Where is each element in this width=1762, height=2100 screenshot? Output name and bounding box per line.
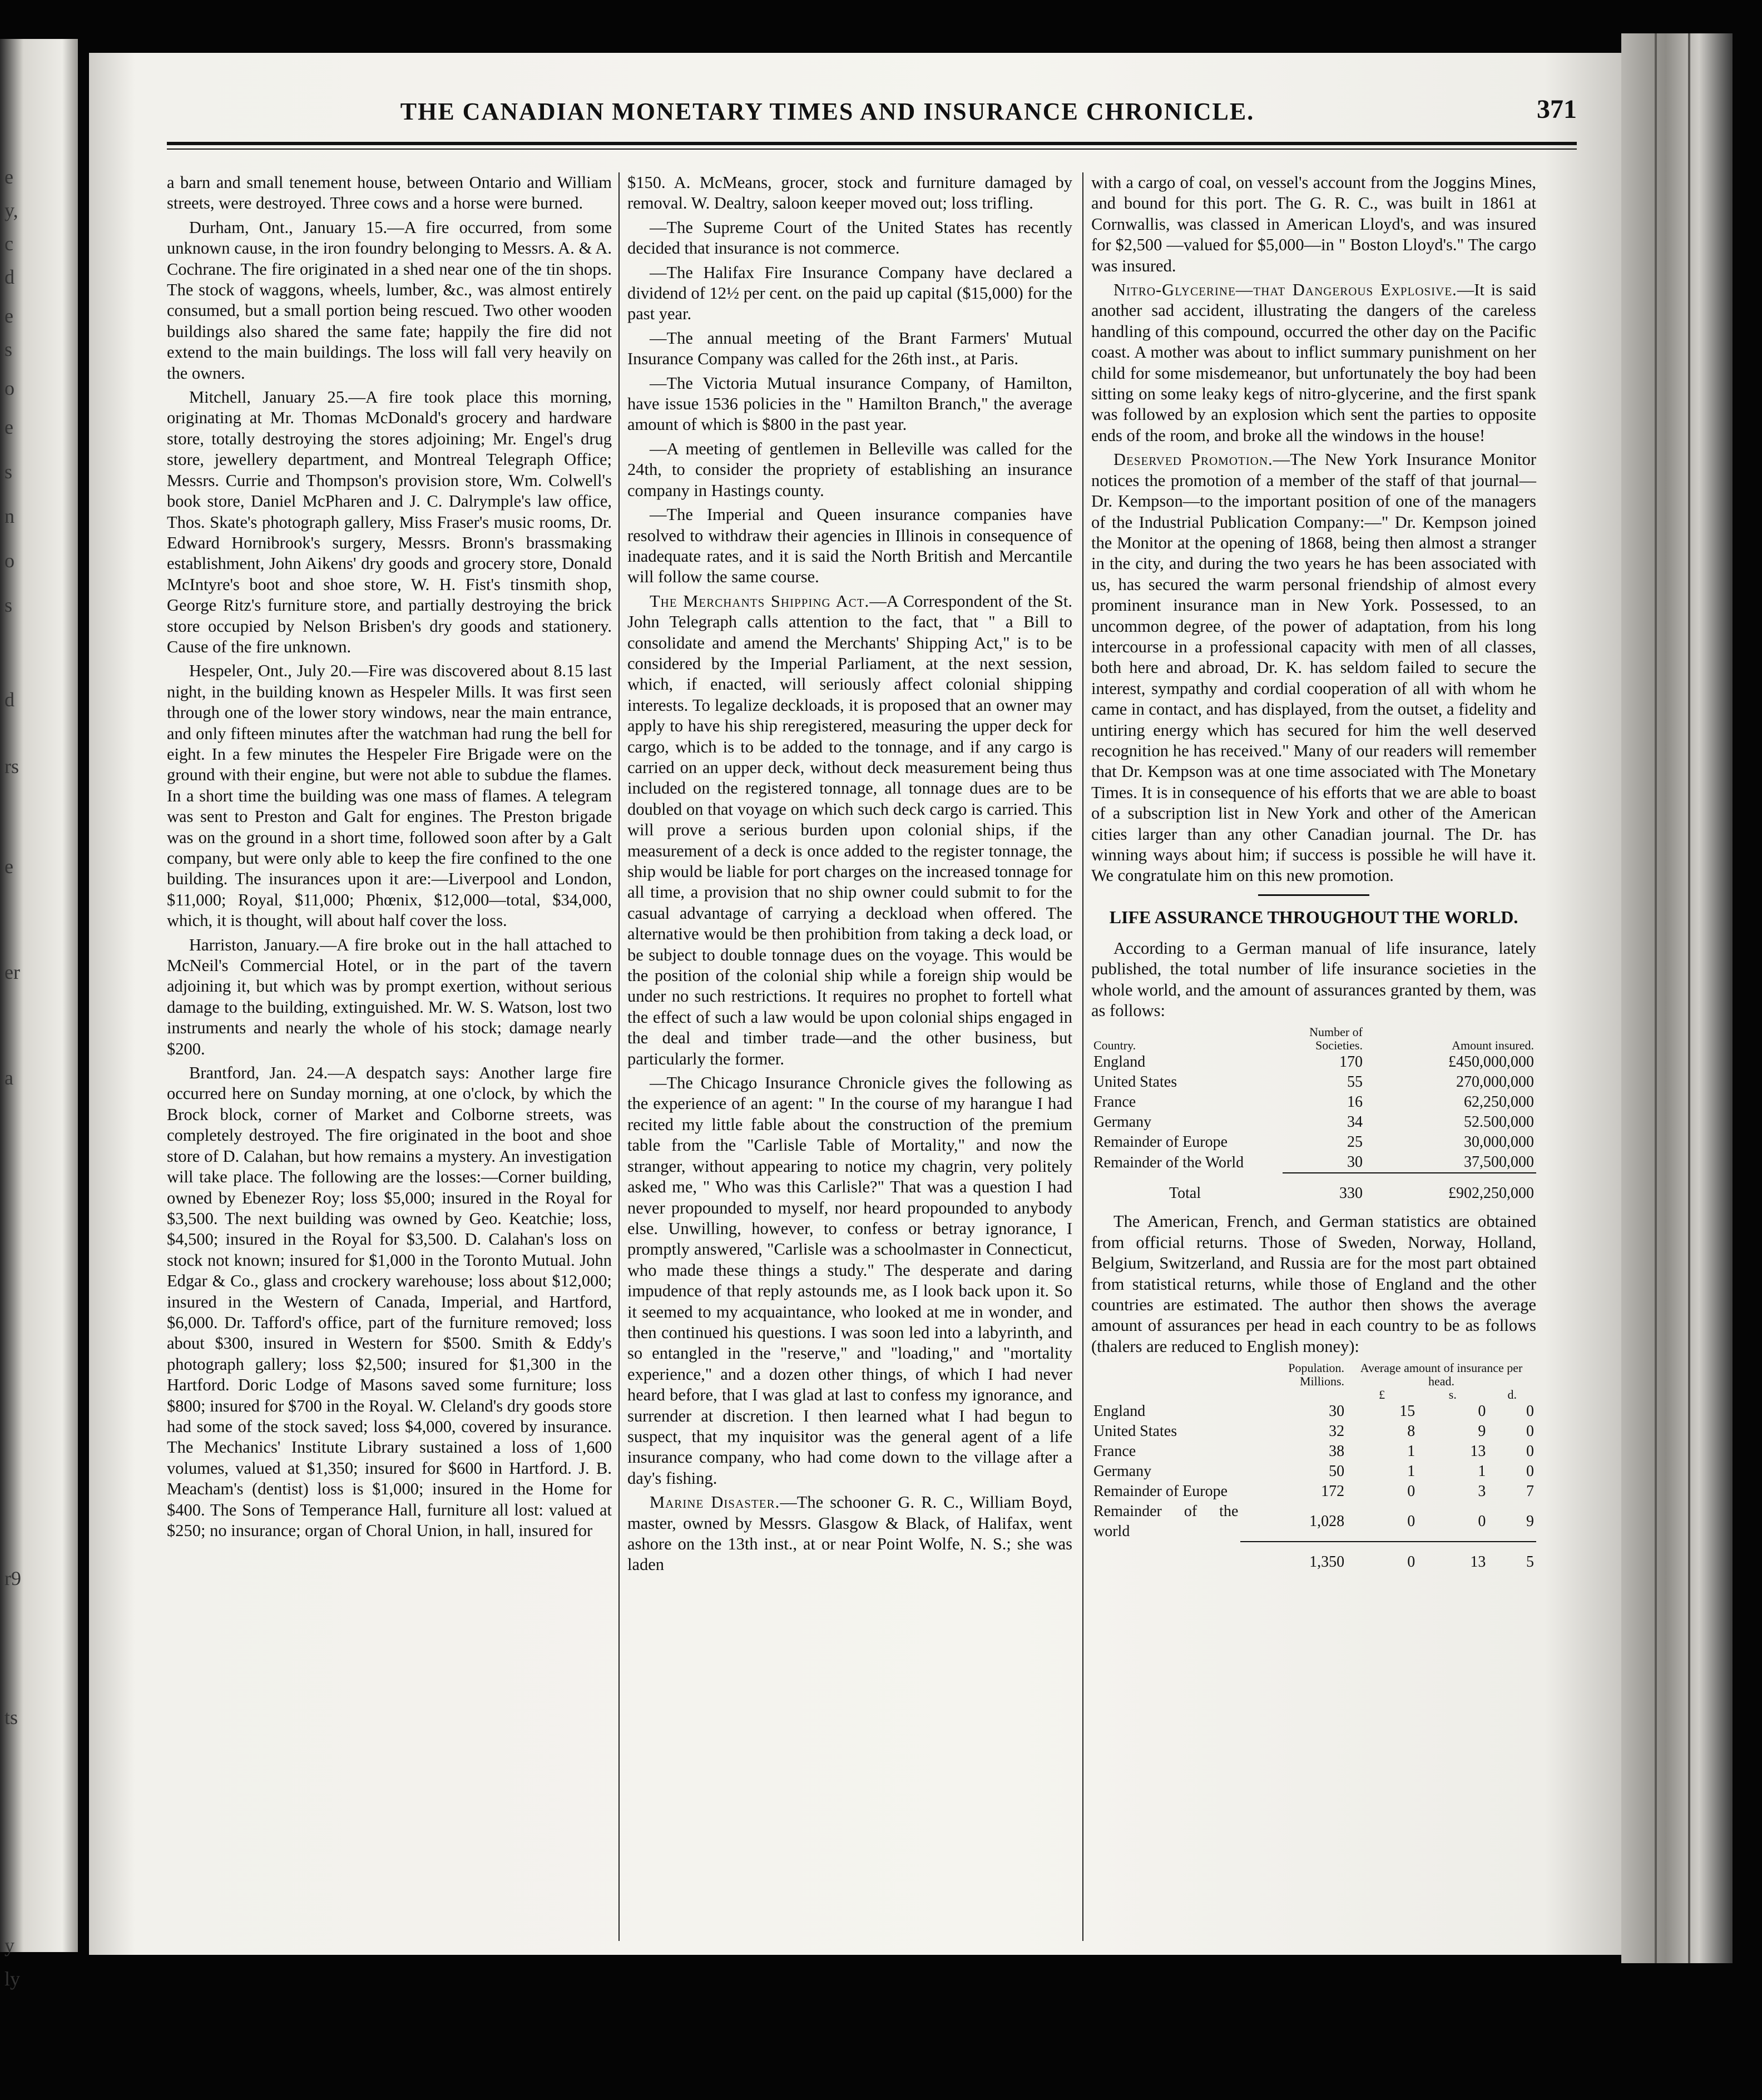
table-cell: 0 <box>1526 1443 1534 1460</box>
table-cell: England <box>1093 1053 1146 1071</box>
article-paragraph: —The annual meeting of the Brant Farmers' Mutual Insurance Company was called for the 26th inst., at Paris. <box>627 328 1072 369</box>
table-cell: 37,500,000 <box>1464 1153 1534 1171</box>
table-header: £ <box>1379 1388 1385 1402</box>
page-header <box>167 97 1577 142</box>
fragment-text: s <box>4 460 13 483</box>
societies-table <box>1091 1026 1536 1203</box>
article-paragraph <box>1091 449 1536 886</box>
table-cell: 330 <box>1283 1173 1365 1203</box>
article-paragraph: Hespeler, Ont., July 20.—Fire was discovered about 8.15 last night, in the building known as Hespeler Mills. It was first seen through one of the lower story windows, near the main entrance, and only fifteen minutes after the watchman had rung the bell for eight. In a few minutes the Hespeler Fire Brigade were on the ground with their engine, but were not able to subdue the flames. In a short time the building was one mass of flames. A telegram was sent to Preston and Galt for engines. The Preston brigade was on the ground in a short time, followed soon after by a Galt company, but were only able to keep the fire confined to the one building. The insurances upon it are:—Liverpool and London, $11,000; Royal, $11,000; Phœnix, $12,000—total, $34,000, which, it is thought, will about half cover the loss. <box>167 661 612 930</box>
table-cell: 5 <box>1488 1542 1536 1572</box>
table-row <box>1091 1072 1536 1092</box>
table-cell: 0 <box>1526 1463 1534 1480</box>
article-paragraph: —The Imperial and Queen insurance companies have resolved to withdraw their agencies in Illinois in consequence of inadequate rates, and it is said the North British and Mercantile will follow the same course. <box>627 505 1072 587</box>
table-cell: 52.500,000 <box>1464 1113 1534 1131</box>
table-cell: 0 <box>1526 1403 1534 1420</box>
table-row <box>1091 1442 1536 1462</box>
article-body: —A Correspondent of the St. John Telegraph calls attention to the fact, that " a Bill to consolidate and amend the Merchants' Shipping Act," is to be considered by the Imperial Parliament, at the next session, which, if enacted, will seriously affect colonial shipping interests. To legalize deckloads, it is proposed that an owner may apply to have his ship reregistered, measuring the upper deck for cargo, which is to be added to the tonnage, and if any cargo is carried on an upper deck, without deck measurement being thus included on the registered tonnage, all tonnage dues are to be doubled on that voyage on which such deck cargo is carried. This will prove a serious burden upon colonial ships, if the measurement of a deck is once added to the register tonnage, the ship would be liable for port charges on the increased tonnage for all time, a provision that no ship owner could submit to for the casual advantage of carrying a deckload when offered. The alternative would be then prohibition from taking a deck load, or be subject to double tonnage dues on the voyage. This would be the position of the colonial ship while a foreign ship would be under no such restrictions. It requires no prophet to fortell what the effect of such a law would be upon colonial ships engaged in the deal and timber trade—and the other business, but particularly the former. <box>627 591 1072 1068</box>
table-header: Country. <box>1093 1038 1136 1053</box>
fragment-text: d <box>4 689 14 711</box>
table-cell: 3 <box>1478 1483 1486 1500</box>
fragment-text: a <box>4 1067 13 1089</box>
table-cell: 15 <box>1399 1403 1415 1420</box>
table-row <box>1091 1401 1536 1422</box>
table-cell: 1 <box>1407 1443 1415 1460</box>
table-cell <box>1091 1542 1240 1572</box>
fragment-text: d <box>4 266 14 288</box>
article-body: —It is said another sad accident, illustrating the dangers of the careless handling of this compound, occurred the other day on the Pacific coast. A mother was about to inflict summary punishment on her child for some misdemeanor, but unfortunately the boy had been sitting on some leaky kegs of nitro-glycerine, and the first spank was followed by an explosion which sent the parties to opposite ends of the room, and broke all the windows in the house! <box>1091 280 1536 445</box>
column-1 <box>167 172 612 1941</box>
table-cell: £902,250,000 <box>1365 1173 1536 1203</box>
fragment-text: o <box>4 377 14 399</box>
table-row <box>1091 1052 1536 1072</box>
column-3 <box>1091 172 1536 1941</box>
table-cell: 1,028 <box>1309 1512 1345 1530</box>
article-paragraph <box>627 591 1072 1069</box>
table-cell: France <box>1093 1093 1136 1111</box>
header-rule-thin <box>167 148 1577 150</box>
article-paragraph: —The Halifax Fire Insurance Company have declared a dividend of 12½ per cent. on the paid up capital ($15,000) for the past year. <box>627 262 1072 324</box>
article-body: —The schooner G. R. C., William Boyd, master, owned by Messrs. Glasgow & Black, of Halifax, went ashore on the 13th inst., at or near Point Wolfe, N. S.; she was laden <box>627 1493 1072 1574</box>
column-2 <box>627 172 1072 1941</box>
table-cell: 9 <box>1478 1423 1486 1440</box>
fragment-text: ly <box>4 1968 21 1990</box>
article-paragraph: $150. A. McMeans, grocer, stock and furniture damaged by removal. W. Dealtry, saloon keeper moved out; loss trifling. <box>627 173 1072 213</box>
table-cell: 30 <box>1329 1403 1345 1420</box>
fragment-text: n <box>4 505 14 527</box>
fragment-text: r9 <box>4 1567 21 1589</box>
column-divider <box>618 172 620 1941</box>
table-cell: 38 <box>1329 1443 1345 1460</box>
table-header: Average amount of insurance per head. <box>1360 1361 1523 1389</box>
article-paragraph: with a cargo of coal, on vessel's account from the Joggins Mines, and bound for this port. The G. R. C., was built in 1861 at Cornwallis, was classed in American Lloyd's, and was insured for $2,500 —valued for $5,000—in " Boston Lloyd's." The cargo was insured. <box>1091 173 1536 275</box>
table-cell: 0 <box>1526 1423 1534 1440</box>
per-head-table <box>1091 1361 1536 1572</box>
table-row <box>1091 1462 1536 1482</box>
table-cell: 34 <box>1347 1113 1363 1131</box>
table-cell: 0 <box>1478 1403 1486 1420</box>
fragment-text: e <box>4 416 13 438</box>
fragment-text: e <box>4 855 13 878</box>
adjacent-page-fragment <box>0 39 78 1990</box>
table-cell: England <box>1093 1403 1146 1420</box>
fragment-text: er <box>4 961 20 983</box>
column-divider <box>1082 172 1083 1941</box>
table-row <box>1091 1092 1536 1112</box>
table-cell: 0 <box>1478 1512 1486 1530</box>
page-number: 371 <box>1537 95 1577 124</box>
table-cell: Germany <box>1093 1463 1152 1480</box>
newspaper-page <box>89 53 1621 1955</box>
table-cell: 50 <box>1329 1463 1345 1480</box>
fragment-text: rs <box>4 755 19 777</box>
fragment-text: o <box>4 549 14 572</box>
article-paragraph: Harriston, January.—A fire broke out in the hall attached to McNeil's Commercial Hotel, or in the part of the tavern adjoining it, but which was by prompt exertion, without serious damage to the building, extinguished. Mr. W. S. Watson, lost two instruments and nearly the whole of his stock; damage nearly $200. <box>167 935 612 1058</box>
table-cell: 55 <box>1347 1073 1363 1091</box>
table-header: s. <box>1448 1388 1457 1402</box>
table-cell: 1 <box>1407 1463 1415 1480</box>
article-heading: Deserved Promotion. <box>1113 450 1273 469</box>
table-cell: 0 <box>1407 1512 1415 1530</box>
table-cell: 9 <box>1526 1512 1534 1530</box>
article-paragraph: —The Victoria Mutual insurance Company, of Hamilton, have issue 1536 policies in the " Hamilton Branch," the average amount of which is $800 in the past year. <box>627 373 1072 434</box>
table-row <box>1091 1152 1536 1173</box>
table-row <box>1091 1502 1536 1542</box>
section-divider <box>1258 894 1369 896</box>
table-cell: £450,000,000 <box>1448 1053 1534 1071</box>
table-row <box>1091 1132 1536 1152</box>
table-cell: Germany <box>1093 1113 1152 1131</box>
table-header: Number of Societies. <box>1309 1025 1363 1053</box>
publication-title: THE CANADIAN MONETARY TIMES AND INSURANCE CHRONICLE. <box>400 98 1255 125</box>
table-cell: 25 <box>1347 1133 1363 1151</box>
section-title: LIFE ASSURANCE THROUGHOUT THE WORLD. <box>1109 907 1518 927</box>
table-cell: 13 <box>1417 1542 1488 1572</box>
table-cell: Remainder of Europe <box>1093 1483 1228 1500</box>
header-rule <box>167 142 1577 145</box>
table-cell: 16 <box>1347 1093 1363 1111</box>
table-total-row <box>1091 1542 1536 1572</box>
table-cell: 13 <box>1470 1443 1486 1460</box>
article-body: —The New York Insurance Monitor notices the promotion of a member of the staff of that journal—Dr. Kempson—to the important position of one of the managers of the Industrial Publication Company:—" Dr. Kempson joined the Monitor at the opening of 1868, being then almost a stranger in the city, and during the two years he has been associated with us, has secured the warm personal friendship of almost every prominent insurance man in New York. Possessed, to an uncommon degree, of the power of adaptation, from his long intercourse in a professional capacity with men of all classes, both here and abroad, Dr. K. has seldom failed to secure the interest, sympathy and cordial cooperation of all with whom he came in contact, and has displayed, from the outset, a fidelity and untiring energy which has secured for him the well deserved recognition he has received." Many of our readers will remember that Dr. Kempson was at one time associated with The Monetary Times. It is in consequence of his efforts that we are able to boast of a subscription list in New York and other of the American cities larger than any other Canadian journal. The Dr. has winning ways about him; if success is possible he will have it. We congratulate him on this new promotion. <box>1091 450 1536 885</box>
fragment-text: c <box>4 232 13 255</box>
table-header: Population. Millions. <box>1288 1361 1345 1389</box>
article-paragraph <box>1091 280 1536 446</box>
table-cell: 32 <box>1329 1423 1345 1440</box>
table-cell: Remainder of Europe <box>1093 1133 1228 1151</box>
table-cell: United States <box>1093 1423 1177 1440</box>
table-cell: 7 <box>1526 1483 1534 1500</box>
table-header: d. <box>1507 1388 1517 1402</box>
fragment-text: e <box>4 305 13 327</box>
article-paragraph: —The Chicago Insurance Chronicle gives the following as the experience of an agent: " In the course of my harangue I had recited my little fable about the construction of the premium table from the "Carlisle Table of Mortality," and now the stranger, without appearing to notice my chagrin, very politely asked me, " Who was this Carlisle?" That was a question I had never propounded to myself, nor heard propounded to anybody else. Unwilling, however, to confess or betray ignorance, I promptly answered, "Carlisle was a schoolmaster in Connecticut, who made these things a study." The desperate and daring impudence of that reply astounds me, as I look back upon it. So it seemed to my acquaintance, who looked at me in wonder, and then continued his questions. I was soon led into a labyrinth, and so entangled in the "reserve," and "loading," and "mortality experience," and a dozen other things, of which I had never heard before, that I was glad at last to confess my ignorance, and surrender at discretion. I then learned what I had begun to suspect, that my inquisitor was the general agent of a life insurance company, who had come down to the village after a day's fishing. <box>627 1073 1072 1488</box>
table-cell: Remainder of the world <box>1093 1503 1239 1541</box>
fragment-text: y, <box>4 199 18 221</box>
table-cell: 30,000,000 <box>1464 1133 1534 1151</box>
book-page-edges <box>1621 33 1733 1963</box>
article-paragraph: —The Supreme Court of the United States has recently decided that insurance is not commerce. <box>627 217 1072 258</box>
table-cell: Remainder of the World <box>1093 1153 1244 1171</box>
fragment-text: s <box>4 594 13 616</box>
fragment-text: ts <box>4 1706 18 1728</box>
table-total-row <box>1091 1173 1536 1203</box>
table-row <box>1091 1482 1536 1502</box>
article-paragraph: —A meeting of gentlemen in Belleville was called for the 24th, to consider the propriety of establishing an insurance company in Hastings county. <box>627 439 1072 500</box>
table-header: Amount insured. <box>1452 1038 1534 1053</box>
table-row <box>1091 1112 1536 1132</box>
fragment-text: y <box>4 1934 14 1957</box>
article-paragraph: According to a German manual of life insurance, lately published, the total number of life insurance societies in the whole world, and the amount of assurances granted by them, was as follows: <box>1091 938 1536 1021</box>
table-cell: United States <box>1093 1073 1177 1091</box>
table-cell: 270,000,000 <box>1456 1073 1534 1091</box>
table-cell: 0 <box>1407 1483 1415 1500</box>
fragment-text: s <box>4 338 13 360</box>
article-heading: The Merchants Shipping Act. <box>650 591 870 611</box>
table-cell: 1 <box>1478 1463 1486 1480</box>
table-cell: 170 <box>1339 1053 1363 1071</box>
article-paragraph: Durham, Ont., January 15.—A fire occurred, from some unknown cause, in the iron foundry belonging to Messrs. A. & A. Cochrane. The fire originated in a shed near one of the tin shops. The stock of waggons, wheels, lumber, &c., was almost entirely consumed, but a small portion being rescued. Two other wooden buildings also shared the same fate; happily the fire did not extend to the main buildings. The loss will fall very heavily on the owners. <box>167 217 612 383</box>
table-cell: 8 <box>1407 1423 1415 1440</box>
article-heading: Nitro-Glycerine—that Dangerous Explosive. <box>1113 280 1457 300</box>
table-cell: France <box>1093 1443 1136 1460</box>
fragment-text: e <box>4 166 13 188</box>
table-row <box>1091 1422 1536 1442</box>
table-cell: 1,350 <box>1240 1542 1347 1572</box>
table-cell: Total <box>1169 1184 1201 1202</box>
article-paragraph <box>627 1492 1072 1576</box>
article-paragraph: a barn and small tenement house, between Ontario and William streets, were destroyed. Three cows and a horse were burned. <box>167 173 612 213</box>
table-cell: 0 <box>1347 1542 1417 1572</box>
article-paragraph: Mitchell, January 25.—A fire took place this morning, originating at Mr. Thomas McDonald's grocery and hardware store, totally destroying the stores adjoining; Mr. Engel's drug store, jewellery department, and Montreal Telegraph Office; Messrs. Currie and Thompson's provision store, Wm. Colwell's book store, Daniel McPharen and J. C. Dalrymple's law office, Thos. Skate's photograph gallery, Miss Fraser's music rooms, Dr. Edward Hornibrook's surgery, Messrs. Bronn's brassmaking establishment, John Aikens' dry goods and grocery store, Donald McIntyre's boot and shoe store, W. H. Fist's tinsmith shop, George Ritz's furniture store, and partially destroying the brick store occupied by Nelson Brisben's dry goods and stationery. Cause of the fire unknown. <box>167 388 612 656</box>
article-heading: Marine Disaster. <box>650 1493 780 1512</box>
article-paragraph: Brantford, Jan. 24.—A despatch says: Another large fire occurred here on Sunday morning, at one o'clock, by which the Brock block, corner of Market and Colborne streets, was completely destroyed. The fire originated in the boot and shoe store of D. Calahan, but how remains a mystery. An investigation will take place. The following are the losses:—Corner building, owned by Ebenezer Roy; loss $5,000; insured in the Royal for $3,500. The next building was owned by Geo. Keatchie; loss, $4,500; insured in the Royal for $3,500. D. Calahan's loss on stock not known; insured for $1,000 in the Toronto Mutual. John Edgar & Co., glass and crockery warehouse; loss about $12,000; insured in the Western of Canada, Imperial, and Hartford, $6,000. Dr. Tafford's office, part of the furniture removed; loss about $300, insured in Western for $500. Smith & Eddy's photograph gallery; loss $2,500; insured for $1,300 in the Hartford. Doric Lodge of Masons saved some furniture; loss $800; insured for $700 in the Royal. W. Cleland's dry goods store had some of the stock saved; loss $4,000, covered by insurance. The Mechanics' Institute Library sustained a loss of 1,600 volumes, valued at $1,350; insured for $600 in Hartford. J. B. Meacham's (dentist) loss is $1,000; insured in the Home for $400. The Sons of Temperance Hall, furniture all lost: valued at $250; no insurance; organ of Choral Union, in hall, insured for <box>167 1063 612 1540</box>
table-cell: 62,250,000 <box>1464 1093 1534 1111</box>
article-paragraph: The American, French, and German statistics are obtained from official returns. Those of Sweden, Norway, Holland, Belgium, Switzerland, and Russia are for the most part obtained from statistical returns, while those of England and the other countries are estimated. The author then shows the average amount of assurances per head in each country to be as follows (thalers are reduced to English money): <box>1091 1212 1536 1356</box>
table-cell: 172 <box>1321 1483 1345 1500</box>
table-cell: 30 <box>1347 1153 1363 1171</box>
